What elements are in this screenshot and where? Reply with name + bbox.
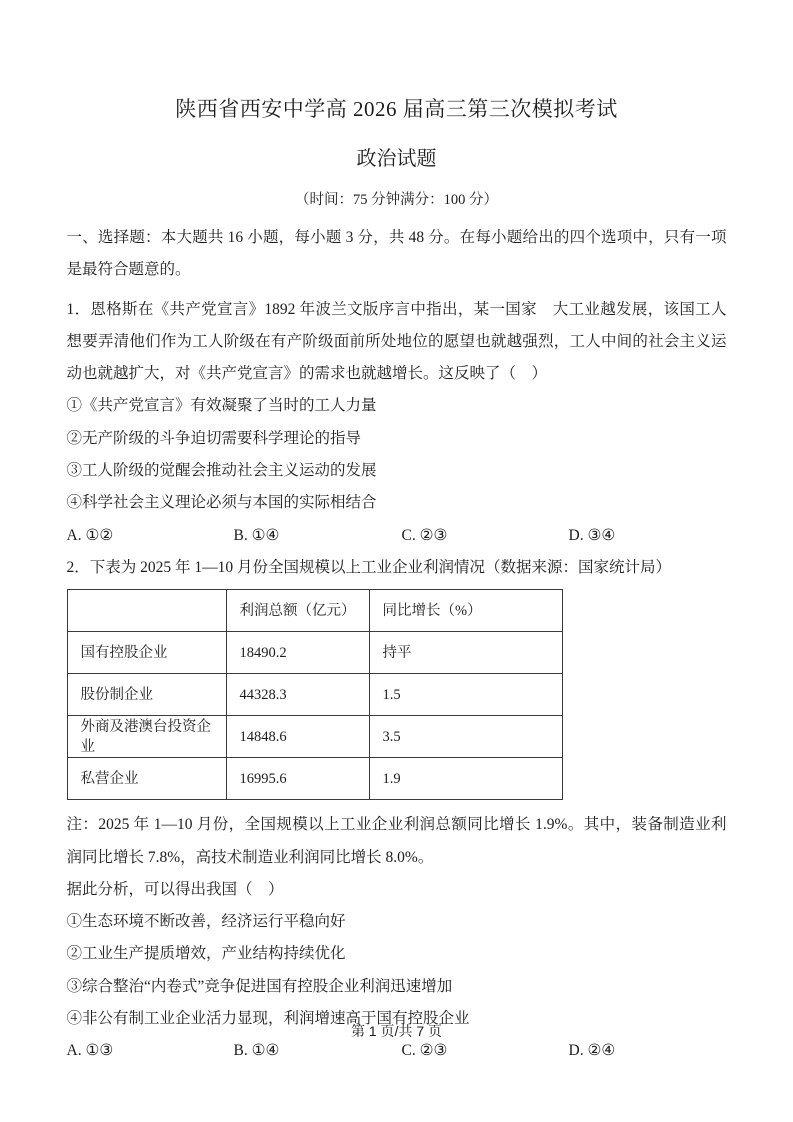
question-1-stem: 1．恩格斯在《共产党宣言》1892 年波兰文版序言中指出，某一国家 大工业越发展，该国工人想要弄清他们作为工人阶级在有产阶级面前所处地位的愿望也就越强烈，工人中间的社会主义运动也就越扩大，对《共产党宣言》的需求也就越增长。这反映了（ ）: [66, 300, 727, 383]
table-cell-value: 1.9: [369, 758, 562, 800]
table-header-row: [67, 590, 562, 632]
question-1-option-a: A. ①②: [66, 526, 114, 544]
table-header-profit-total: 利润总额（亿元）: [226, 590, 369, 632]
table-row: [67, 758, 562, 800]
table-row: [67, 674, 562, 716]
table-note: 注：2025 年 1—10 月份，全国规模以上工业企业利润总额同比增长 1.9%。其中，装备制造业利润同比增长 7.8%，高技术制造业利润同比增长 8.0%。: [66, 816, 727, 866]
exam-title: 陕西省西安中学高 2026 届高三第三次模拟考试: [175, 97, 618, 121]
question-2-option-d: D. ②④: [568, 1042, 616, 1060]
exam-body: [67, 222, 727, 1068]
section-1-heading: 一、选择题：本大题共 16 小题，每小题 3 分，共 48 分。在每小题给出的四个选项中，只有一项是最符合题意的。: [66, 229, 727, 279]
table-cell-value: 1.5: [369, 674, 562, 716]
question-2-option-a: A. ①③: [66, 1042, 114, 1060]
table-cell-value: 18490.2: [226, 632, 369, 674]
question-1-item-4: ④科学社会主义理论必须与本国的实际相结合: [66, 494, 377, 512]
table-row: [67, 716, 562, 758]
table-header-yoy-growth: 同比增长（%）: [369, 590, 562, 632]
question-2-stem: 2．下表为 2025 年 1—10 月份全国规模以上工业企业利润情况（数据来源：国家统计局）: [66, 558, 672, 576]
exam-time-score-line: （时间：75 分钟满分：100 分）: [295, 192, 498, 208]
question-1-option-c: C. ②③: [401, 526, 448, 544]
table-row: [67, 632, 562, 674]
question-2-item-4: ④非公有制工业企业活力显现，利润增速高于国有控股企业: [66, 1010, 470, 1028]
question-1-option-d: D. ③④: [568, 526, 616, 544]
table-cell-value: 持平: [369, 632, 562, 674]
table-cell-value: 16995.6: [226, 758, 369, 800]
question-2-option-c: C. ②③: [401, 1042, 448, 1060]
table-cell-label: 股份制企业: [67, 674, 226, 716]
question-1-option-b: B. ①④: [233, 526, 280, 544]
table-cell-value: 44328.3: [226, 674, 369, 716]
question-1-item-1: ①《共产党宣言》有效凝聚了当时的工人力量: [66, 397, 377, 415]
question-2-item-1: ①生态环境不断改善，经济运行平稳向好: [66, 913, 346, 931]
table-cell-label: 外商及港澳台投资企业: [67, 716, 226, 758]
table-cell-label: 私营企业: [67, 758, 226, 800]
question-1-options: [67, 520, 727, 552]
table-cell-value: 14848.6: [226, 716, 369, 758]
exam-subject-title: 政治试题: [356, 148, 437, 170]
table-cell-label: 国有控股企业: [67, 632, 226, 674]
table-header-blank: [67, 590, 226, 632]
profit-statistics-table: [67, 589, 563, 800]
question-2-item-2: ②工业生产提质增效，产业结构持续优化: [66, 945, 346, 963]
question-2-prompt: 据此分析，可以得出我国（ ）: [66, 880, 284, 898]
question-1-item-3: ③工人阶级的觉醒会推动社会主义运动的发展: [66, 462, 377, 480]
question-1-item-2: ②无产阶级的斗争迫切需要科学理论的指导: [66, 429, 362, 447]
table-cell-value: 3.5: [369, 716, 562, 758]
question-2-option-b: B. ①④: [233, 1042, 280, 1060]
page-number-footer: 第 1 页/共 7 页: [350, 1023, 443, 1039]
question-2-item-3: ③综合整治“内卷式”竞争促进国有控股企业利润迅速增加: [66, 977, 453, 995]
